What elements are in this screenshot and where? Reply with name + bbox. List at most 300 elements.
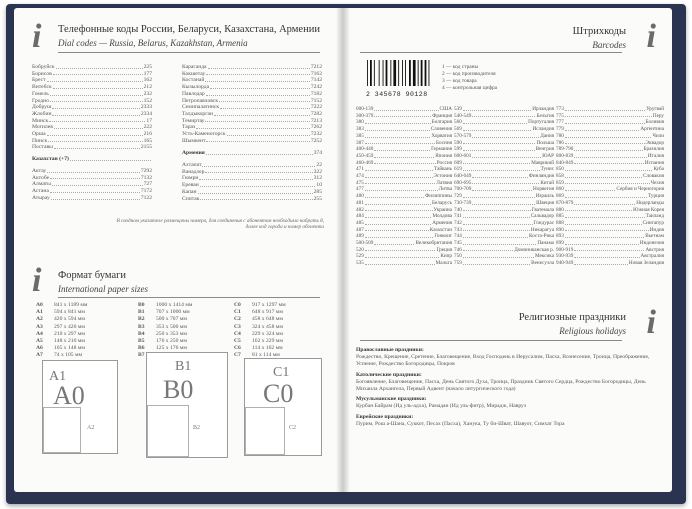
barcode-country-row	[454, 126, 554, 133]
barcode-country-name: 800-839	[556, 152, 574, 159]
paper-size-row	[36, 338, 87, 345]
dot-leader	[220, 104, 310, 109]
dial-code-value: 7212	[310, 64, 322, 70]
barcode-country-row	[356, 253, 452, 260]
barcode-country-row	[454, 200, 554, 207]
paper-size-name: B6	[138, 345, 145, 352]
dial-code-row	[32, 111, 152, 118]
dot-leader	[463, 213, 530, 218]
dot-leader	[374, 113, 431, 118]
barcode-country-row	[454, 253, 554, 260]
barcode-country-row	[454, 173, 554, 180]
paper-size-value: 162 x 229 мм	[252, 338, 283, 345]
dial-code-name: Орша	[32, 131, 46, 138]
paper-sizes-b	[138, 302, 192, 360]
barcode-country-value: Таиланд	[645, 213, 664, 220]
dot-leader	[219, 98, 310, 103]
barcode-country-row	[356, 166, 452, 173]
dial-code-row	[182, 118, 322, 125]
barcode-bar	[390, 60, 391, 86]
barcode-country-value: Исландия	[532, 126, 554, 133]
dot-leader	[574, 200, 635, 205]
armenia-label: Армения	[182, 150, 205, 156]
dial-code-row	[182, 84, 322, 91]
paper-size-row	[36, 345, 87, 352]
barcode-country-row	[556, 193, 664, 200]
dial-code-value: 2334	[140, 110, 152, 117]
paper-size-row	[36, 302, 87, 309]
dial-code-row	[32, 124, 152, 131]
barcode-country-value: Мексика	[534, 253, 554, 260]
barcode-country-name: 480	[356, 193, 364, 200]
dial-code-value: 2155	[140, 144, 152, 151]
paper-size-name: A7	[36, 352, 43, 359]
dot-leader	[52, 104, 140, 109]
paper-size-row	[234, 316, 286, 323]
dot-leader	[463, 140, 536, 145]
barcode-country-row	[556, 240, 664, 247]
paper-size-name: A6	[36, 345, 43, 352]
paper-size-row	[36, 309, 87, 316]
holiday-group-text: Богоявление, Благовещение, Пасха, День Святого Духа, Троица, Праздник Святого Сердца, Рождество Богородицы, День Михаила Архангела, Первый Адвент (начало литургического года)	[356, 378, 646, 393]
barcode-country-value: Бразилия	[643, 146, 664, 153]
dot-leader	[565, 166, 653, 171]
barcode-country-value: Беларусь	[432, 199, 452, 206]
dial-code-value: 322	[313, 168, 322, 175]
paper-diagram-c-mid: C1	[273, 365, 290, 380]
barcode-country-value: Коста-Рика	[529, 233, 554, 240]
paper-diagram-a-small: A2	[87, 425, 95, 431]
barcode-country-name: 740	[454, 206, 462, 213]
barcode-bar	[367, 60, 368, 86]
barcode-country-row	[356, 200, 452, 207]
dial-code-name: Гродно	[32, 97, 49, 104]
paper-size-name: C2	[234, 316, 241, 323]
barcode-country-row	[454, 146, 554, 153]
dot-leader	[205, 118, 309, 123]
dot-leader	[463, 233, 528, 238]
barcode-country-name: 773	[556, 106, 564, 112]
paper-diagram-c-small: C2	[289, 425, 297, 431]
dial-code-value: 225	[143, 64, 152, 70]
dial-code-name: Петропавловск	[182, 97, 219, 104]
dot-leader	[365, 227, 429, 232]
barcode-country-row	[454, 133, 554, 140]
barcode-country-row	[556, 207, 664, 214]
paper-size-name: A1	[36, 309, 43, 316]
dial-code-value: 17	[146, 117, 152, 124]
barcode-country-value: Норвегия	[533, 186, 554, 193]
dial-code-row	[32, 104, 152, 111]
barcode-country-row	[454, 247, 554, 254]
dial-code-value: 22	[316, 162, 322, 168]
dot-leader	[53, 71, 143, 76]
barcode-country-name: 789-790	[556, 146, 574, 153]
barcode-country-name: 750	[454, 253, 462, 260]
barcode-country-value: Хорватия	[431, 132, 452, 139]
barcode-country-value: Сербия и Черногория	[616, 186, 664, 193]
barcode-country-name: 900-919	[556, 246, 574, 253]
barcode-country-row	[556, 119, 664, 126]
paper-size-value: 74 x 105 мм	[54, 352, 83, 359]
dot-leader	[463, 146, 535, 151]
kazakhstan-header	[32, 156, 152, 163]
barcode-country-row	[356, 247, 452, 254]
dot-leader	[205, 77, 309, 82]
barcode-country-name: 535	[356, 260, 364, 267]
dial-code-value: 7213	[310, 117, 322, 124]
dial-code-value: 162	[143, 77, 152, 84]
barcode-country-value: Дания	[540, 132, 554, 139]
barcode-digits: 2 345678 90128	[366, 91, 428, 98]
dial-code-value: 7142	[310, 77, 322, 84]
barcode-country-row	[454, 207, 554, 214]
paper-size-row	[138, 331, 192, 338]
dot-leader	[365, 220, 431, 225]
dial-code-value: 165	[143, 137, 152, 144]
barcode-country-name: 599	[454, 146, 462, 153]
holiday-group-text: Рождество, Крещение, Сретение, Благовещение, Вход Господень в Иерусалим, Пасха, Вознесение, Троица, Преображение, Успение, Рождество Богородицы, Покров	[356, 354, 650, 368]
barcode-country-row	[556, 146, 664, 153]
barcode-country-value: Казахстан	[429, 226, 452, 233]
dial-codes-list-armenia	[182, 162, 322, 202]
paper-size-value: 324 x 458 мм	[252, 323, 283, 330]
dial-code-value: 216	[143, 131, 152, 138]
dot-leader	[365, 140, 435, 145]
dot-leader	[565, 186, 616, 191]
dial-code-name: Усть-Каменогорск	[182, 131, 226, 138]
paper-size-name: C7	[234, 352, 241, 359]
dial-code-row	[32, 131, 152, 138]
paper-size-name: B5	[138, 338, 145, 345]
barcode-country-name: 570-579	[454, 132, 472, 139]
barcode-country-value: Доминиканская р.	[514, 246, 554, 253]
barcode-country-name: 779	[556, 126, 564, 133]
barcode-country-name: 484	[356, 213, 364, 220]
dial-code-value: 2333	[140, 104, 152, 111]
dial-code-value: 222	[143, 124, 152, 131]
barcode-country-row	[356, 260, 452, 267]
barcode-country-row	[454, 233, 554, 240]
dial-code-value: 7222	[310, 104, 322, 111]
barcode-country-row	[356, 227, 452, 234]
dot-leader	[565, 119, 645, 124]
barcode-country-row	[356, 126, 452, 133]
divider	[360, 52, 622, 53]
barcode-country-value: Панама	[537, 240, 554, 247]
dial-code-row	[32, 195, 152, 202]
paper-diagram-c	[244, 358, 322, 456]
dot-leader	[574, 260, 628, 265]
dial-code-row	[182, 189, 322, 196]
dot-leader	[463, 106, 531, 111]
barcode-country-row	[356, 119, 452, 126]
barcode-country-name: 474	[356, 173, 364, 180]
barcode-country-value: Германия	[431, 146, 452, 153]
paper-size-row	[138, 316, 192, 323]
barcode-bar	[418, 60, 419, 86]
dot-leader	[205, 169, 312, 174]
barcode-country-value: Чили	[652, 132, 664, 139]
dot-leader	[365, 193, 424, 198]
dot-leader	[565, 207, 632, 212]
barcode-bars	[366, 60, 434, 86]
barcode-country-name: 890	[556, 226, 564, 233]
dot-leader	[565, 140, 645, 145]
barcode-legend-item: 3 — код товара	[442, 78, 477, 84]
barcode-country-value: Испания	[644, 159, 664, 166]
barcode-country-row	[454, 227, 554, 234]
dot-leader	[52, 181, 143, 186]
info-i-icon: i	[646, 18, 656, 55]
barcodes-title: Штрихкоды	[572, 26, 626, 37]
barcode-legend-item: 1 — код страны	[442, 64, 479, 70]
dial-code-name: Спитак	[182, 195, 200, 202]
barcode-country-row	[454, 113, 554, 120]
dot-leader	[52, 111, 139, 116]
paper-size-name: A0	[36, 302, 43, 308]
barcode-country-row	[356, 173, 452, 180]
barcode-country-value: Австрия	[645, 246, 664, 253]
barcode-country-row	[356, 153, 452, 160]
dial-code-row	[32, 91, 152, 98]
barcode-country-value: Венгрия	[535, 146, 554, 153]
barcode-country-row	[454, 186, 554, 193]
paper-size-name: A2	[36, 316, 43, 323]
barcode-country-name: 780	[556, 132, 564, 139]
paper-diagram-b	[146, 352, 228, 458]
barcode-bar	[379, 60, 380, 86]
barcode-country-name: 400-440	[356, 146, 374, 153]
dial-codes-subtitle: Dial codes — Russia, Belarus, Kazakhstan, Armenia	[58, 38, 248, 48]
dial-code-value: 7292	[140, 168, 152, 174]
dial-code-row	[32, 71, 152, 78]
dot-leader	[574, 253, 639, 258]
barcode-country-name: 700-709	[454, 186, 472, 193]
dial-code-row	[182, 182, 322, 189]
armenia-code: 374	[313, 150, 322, 156]
dial-code-value: 232	[143, 90, 152, 97]
barcode-country-name: 609	[454, 159, 462, 166]
dial-code-value: 285	[313, 188, 322, 195]
barcode-country-row	[454, 220, 554, 227]
paper-diagram-c-big: C0	[263, 379, 294, 408]
dot-leader	[565, 227, 649, 232]
barcode-country-name: 569	[454, 126, 462, 133]
dial-code-row	[182, 77, 322, 84]
dot-leader	[50, 175, 140, 180]
barcode-bar	[393, 60, 396, 86]
dot-leader	[206, 138, 309, 143]
dial-code-name: Семипалатинск	[182, 104, 220, 111]
dial-code-name: Могилев	[32, 124, 53, 131]
barcode-country-name: 640-649	[454, 173, 472, 180]
right-page	[342, 8, 672, 492]
paper-size-value: 648 x 917 мм	[252, 309, 283, 316]
barcode-country-name: 540-549	[454, 112, 472, 119]
dot-leader	[472, 180, 539, 185]
dot-leader	[565, 126, 640, 131]
dial-code-name: Брест	[32, 77, 46, 84]
divider	[58, 297, 320, 298]
paper-size-row	[138, 302, 192, 309]
paper-size-value: 500 x 707 мм	[156, 316, 187, 323]
barcode-country-row	[454, 106, 554, 113]
barcode-country-row	[454, 240, 554, 247]
paper-size-value: 594 x 841 мм	[54, 309, 85, 316]
dot-leader	[565, 193, 647, 198]
dot-leader	[565, 180, 650, 185]
dial-code-value: 7172	[140, 188, 152, 195]
holidays-list	[356, 344, 652, 428]
dial-code-row	[182, 111, 322, 118]
barcode-country-row	[454, 160, 554, 167]
dial-code-name: Караганда	[182, 64, 207, 70]
dial-code-row	[32, 181, 152, 188]
dot-leader	[47, 131, 143, 136]
barcode-country-name: 000-139	[356, 106, 374, 112]
barcode-country-name: 387	[356, 139, 364, 146]
dial-code-value: 7282	[310, 110, 322, 117]
barcodes-subtitle: Barcodes	[592, 40, 626, 50]
paper-size-row	[234, 331, 286, 338]
barcode-bar	[374, 60, 375, 86]
barcode-country-value: Аргентина	[640, 126, 664, 133]
dial-code-name: Капан	[182, 188, 197, 195]
barcode-country-value: Филиппины	[425, 193, 452, 200]
paper-size-value: 917 x 1297 мм	[252, 302, 286, 308]
barcode-country-value: Украина	[433, 206, 452, 213]
dot-leader	[574, 153, 647, 158]
paper-sizes-c	[234, 302, 286, 360]
paper-size-name: A4	[36, 330, 43, 337]
dial-code-row	[182, 131, 322, 138]
paper-size-row	[36, 331, 87, 338]
dot-leader	[472, 200, 535, 205]
dot-leader	[565, 173, 642, 178]
barcode-country-value: Куба	[653, 166, 664, 173]
dot-leader	[214, 111, 310, 116]
barcode-country-row	[454, 213, 554, 220]
dot-leader	[463, 220, 533, 225]
barcode-country-row	[356, 207, 452, 214]
barcode-country-value: Сальвадор	[530, 213, 554, 220]
barcode-country-row	[556, 113, 664, 120]
barcode-country-value: Босния	[436, 139, 452, 146]
dot-leader	[463, 193, 535, 198]
paper-diagram-b-inner	[147, 405, 189, 457]
dial-code-row	[182, 91, 322, 98]
dial-code-value: 7162	[310, 70, 322, 77]
barcode-country-row	[556, 126, 664, 133]
barcode-country-value: Кипр	[440, 253, 452, 260]
paper-subtitle: International paper sizes	[58, 284, 148, 294]
paper-size-row	[138, 309, 192, 316]
barcode-country-value: Венесуэла	[531, 260, 554, 267]
paper-size-row	[234, 309, 286, 316]
barcode-country-name: 380	[356, 119, 364, 126]
dot-leader	[54, 124, 143, 129]
dial-code-name: Пинск	[32, 137, 48, 144]
barcode-legend-item: 2 — код производителя	[442, 71, 496, 77]
barcode-country-value: Новая Зеландия	[628, 260, 664, 267]
barcode-country-row	[356, 213, 452, 220]
dot-leader	[51, 195, 140, 200]
dot-leader	[365, 133, 431, 138]
barcode-country-value: Словения	[430, 126, 452, 133]
barcode-country-row	[356, 180, 452, 187]
dial-code-name: Ахтапат	[182, 162, 202, 168]
barcode-bar	[429, 60, 430, 86]
barcode-bar	[370, 60, 372, 86]
barcode-country-row	[356, 133, 452, 140]
dial-code-name: Добруш	[32, 104, 52, 111]
barcode-country-value: Эквадор	[645, 139, 664, 146]
dial-code-name: Кызылорда	[182, 84, 210, 91]
dot-leader	[463, 119, 527, 124]
barcode-country-row	[454, 140, 554, 147]
barcode-country-value: Никарагуа	[530, 226, 554, 233]
barcode-country-name: 840-849	[556, 159, 574, 166]
barcode-country-row	[356, 106, 452, 113]
barcode-country-value: Южная Корея	[633, 206, 664, 213]
barcode-country-row	[454, 193, 554, 200]
dial-code-name: Шымкент	[182, 137, 206, 144]
dial-code-value: 212	[143, 84, 152, 91]
dot-leader	[365, 186, 438, 191]
barcode-bar	[386, 60, 388, 86]
dial-codes-list-kazakhstan	[182, 64, 322, 144]
paper-size-row	[234, 345, 286, 352]
barcode-country-row	[356, 193, 452, 200]
barcode-country-value: Португалия	[528, 119, 554, 126]
dial-code-row	[182, 138, 322, 145]
dot-leader	[472, 186, 532, 191]
dot-leader	[50, 98, 143, 103]
dot-leader	[574, 146, 642, 151]
dial-code-name: Темиртау	[182, 117, 205, 124]
barcode-country-name: 775	[556, 112, 564, 119]
dial-code-name: Алматы	[32, 181, 51, 188]
barcode-country-row	[454, 260, 554, 267]
paper-size-value: 458 x 648 мм	[252, 316, 283, 323]
dot-leader	[472, 173, 528, 178]
barcode-country-row	[454, 153, 554, 160]
barcode-country-value: Сингапур	[642, 219, 664, 226]
barcode-country-name: 560	[454, 119, 462, 126]
dial-code-name: Ванадзор	[182, 168, 205, 175]
barcode-country-value: Гватемала	[531, 206, 554, 213]
paper-size-value: 148 x 210 мм	[54, 338, 85, 345]
barcode-country-value: Нидерланды	[636, 199, 664, 206]
dial-code-name: Бобруйск	[32, 64, 55, 70]
dial-code-row	[182, 162, 322, 169]
barcode-country-value: Италия	[647, 152, 664, 159]
dial-code-name: Жлобин	[32, 110, 52, 117]
paper-size-value: 250 x 353 мм	[156, 330, 187, 337]
barcode-country-name: 743	[454, 226, 462, 233]
dot-leader	[472, 133, 539, 138]
barcode-country-row	[556, 140, 664, 147]
dot-leader	[48, 138, 142, 143]
barcode-country-name: 690-695	[454, 179, 472, 186]
barcode-country-value: Швеция	[536, 199, 554, 206]
barcode-country-name: 741	[454, 213, 462, 220]
paper-size-name: B3	[138, 323, 145, 330]
dial-code-name: Павлодар	[182, 90, 205, 97]
barcode-country-name: 385	[356, 132, 364, 139]
barcode-country-value: Греция	[436, 246, 452, 253]
